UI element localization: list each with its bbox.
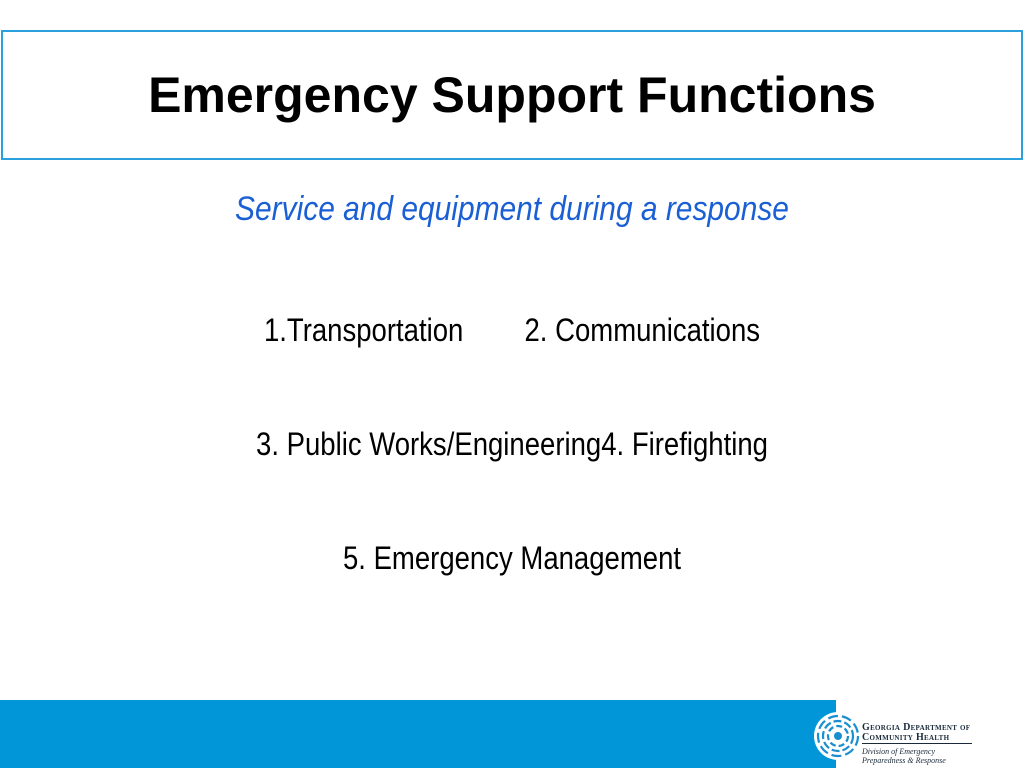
division-line-1: Division of Emergency: [862, 747, 936, 756]
function-line-2: 3. Public Works/Engineering4. Firefighting: [256, 426, 768, 462]
org-name-line-2: Community Health: [862, 732, 950, 743]
division-name: [862, 747, 946, 765]
slide-subtitle: Service and equipment during a response: [235, 190, 789, 228]
slide-title: Emergency Support Functions: [148, 67, 876, 123]
function-line-3: 5. Emergency Management: [342, 540, 682, 576]
org-name-line-1: Georgia Department of: [862, 722, 971, 733]
division-line-2: Preparedness & Response: [862, 756, 946, 765]
org-divider: [862, 743, 972, 744]
org-name: [862, 723, 970, 743]
function-line-1: 1.Transportation 2. Communications: [263, 312, 761, 348]
footer-bar: [0, 700, 836, 768]
title-box: [1, 30, 1023, 160]
agency-logo-icon: [812, 710, 864, 762]
